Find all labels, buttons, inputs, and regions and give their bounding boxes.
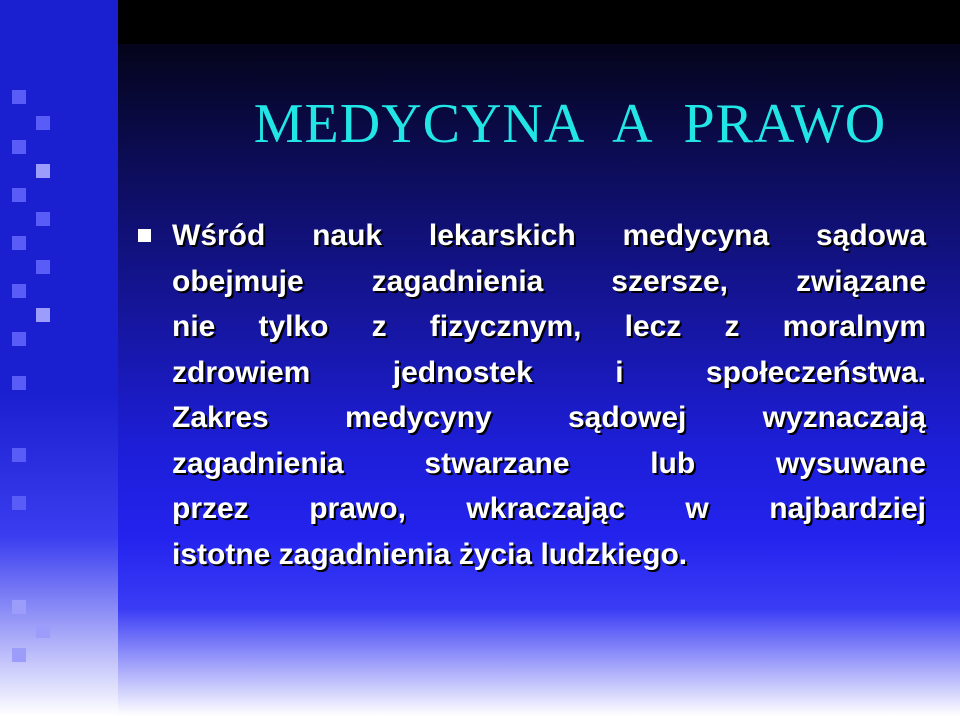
bullet-line: obejmuje zagadnienia szersze, związane	[172, 264, 926, 298]
bullet-line: zagadnienia stwarzane lub wysuwane	[172, 446, 926, 480]
bullet-line: przez prawo, wkraczając w najbardziej	[172, 492, 926, 525]
decor-square	[12, 332, 26, 346]
decor-square	[12, 236, 26, 250]
top-dark-band	[118, 0, 960, 44]
bullet-line: zdrowiem jednostek i społeczeństwa.	[172, 355, 926, 389]
decor-square	[12, 496, 26, 510]
decor-square	[36, 624, 50, 638]
decor-square	[12, 648, 26, 662]
bullet-line: Wśród nauk lekarskich medycyna sądowa	[172, 219, 926, 252]
decor-square	[36, 116, 50, 130]
decor-square	[12, 188, 26, 202]
decor-square	[12, 376, 26, 390]
decor-square	[12, 284, 26, 298]
bullet-line: nie tylko z fizycznym, lecz z moralnym	[172, 310, 926, 343]
decor-square	[12, 448, 26, 462]
decor-square	[36, 260, 50, 274]
decor-square	[12, 600, 26, 614]
decor-square	[36, 212, 50, 226]
decor-square	[12, 90, 26, 104]
decor-square	[36, 308, 50, 322]
bullet-line: Zakres medycyny sądowej wyznaczają	[172, 401, 926, 434]
bullet-line: istotne zagadnienia życia ludzkiego.	[172, 537, 688, 571]
slide-title: MEDYCYNA A PRAWO	[253, 93, 887, 155]
bullet-text	[172, 213, 926, 577]
square-bullet-icon	[138, 229, 151, 242]
decor-square	[12, 140, 26, 154]
decor-square	[36, 164, 50, 178]
square-pattern-decoration	[0, 0, 118, 716]
